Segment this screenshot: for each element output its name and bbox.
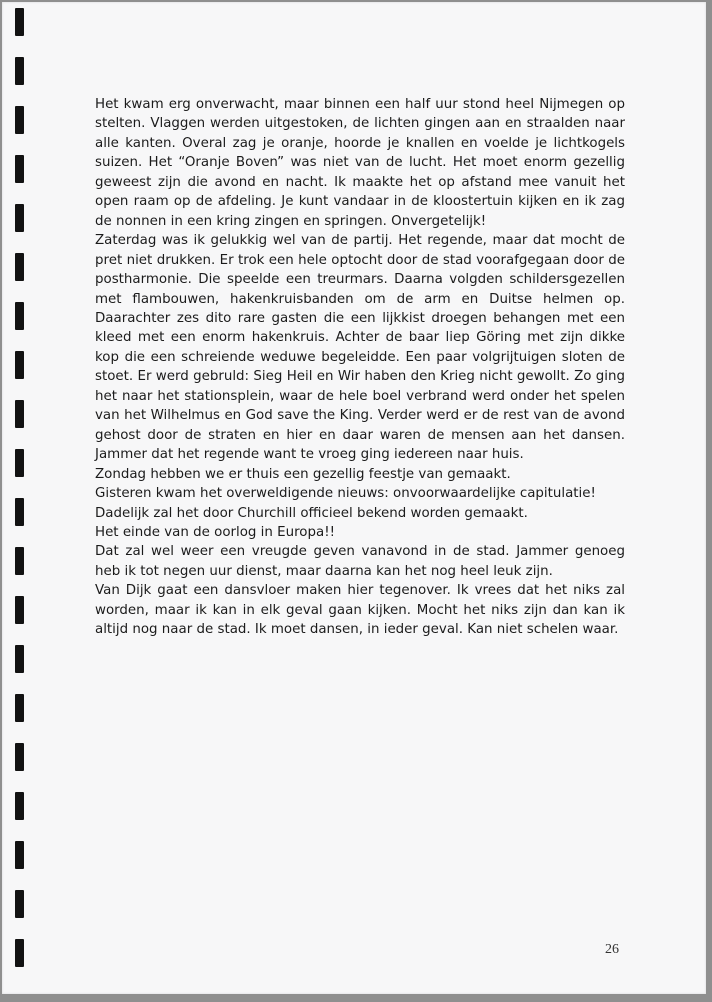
binding-hole	[15, 743, 24, 771]
paragraph: Zaterdag was ik gelukkig wel van de partij. Het regende, maar dat mocht de pret niet drukken. Er trok een hele optocht door de stad voorafgegaan door de postharmonie. Die speelde een treurmars. Daarna volgden schildersgezellen met flambouwen, hakenkruisbanden om de arm en Duitse helmen op. Daarachter zes dito rare gasten die een lijkkist droegen behangen met een kleed met een enorm hakenkruis. Achter de baar liep Göring met zijn dikke kop die een schreiende weduwe begeleidde. Een paar volgrijtuigen sloten de stoet. Er werd gebruld: Sieg Heil en Wir haben den Krieg nicht gewollt. Zo ging het naar het stationsplein, waar de hele boel verbrand werd onder het spelen van het Wilhelmus en God save the King. Verder werd er de rest van de avond gehost door de straten en hier en daar waren de mensen aan het dansen. Jammer dat het regende want te vroeg ging iedereen naar huis.	[95, 233, 625, 463]
page-number: 26	[605, 942, 619, 957]
binding-hole	[15, 253, 24, 281]
binding-hole	[15, 302, 24, 330]
binding-hole	[15, 498, 24, 526]
binding-hole	[15, 57, 24, 85]
document-page	[2, 2, 706, 994]
binding-hole	[15, 694, 24, 722]
binding-hole	[15, 106, 24, 134]
binding-hole	[15, 8, 24, 36]
binding-hole	[15, 596, 24, 624]
binding-hole	[15, 792, 24, 820]
binding-hole	[15, 890, 24, 918]
binding-hole	[15, 645, 24, 673]
paragraph: Gisteren kwam het overweldigende nieuws: onvoorwaardelijke capitulatie!	[95, 486, 596, 502]
binding-hole	[15, 939, 24, 967]
paragraph: Het kwam erg onverwacht, maar binnen een half uur stond heel Nijmegen op stelten. Vlaggen werden uitgestoken, de lichten gingen aan en straalden naar alle kanten. Overal zag je oranje, hoorde je knallen en voelde je lichtkogels suizen. Het “Oranje Boven” was niet van de lucht. Het moet enorm gezellig geweest zijn die avond en nacht. Ik maakte het op afstand mee vanuit het open raam op de afdeling. Je kunt vandaar in de kloostertuin kijken en ik zag de nonnen in een kring zingen en springen. Onvergetelijk!	[95, 97, 625, 229]
paragraph: Zondag hebben we er thuis een gezellig feestje van gemaakt.	[95, 466, 511, 482]
body-text	[95, 95, 625, 640]
binding-hole	[15, 449, 24, 477]
binding-hole	[15, 547, 24, 575]
paragraph: Van Dijk gaat een dansvloer maken hier tegenover. Ik vrees dat het niks zal worden, maar ik kan in elk geval gaan kijken. Mocht het niks zijn dan kan ik altijd nog naar de stad. Ik moet dansen, in ieder geval. Kan niet schelen waar.	[95, 583, 625, 638]
binding-hole	[15, 841, 24, 869]
spiral-binding	[15, 2, 27, 1002]
binding-hole	[15, 351, 24, 379]
paragraph: Dadelijk zal het door Churchill officieel bekend worden gemaakt.	[95, 505, 528, 521]
paragraph: Het einde van de oorlog in Europa!!	[95, 524, 335, 540]
binding-hole	[15, 204, 24, 232]
binding-hole	[15, 155, 24, 183]
paragraph: Dat zal wel weer een vreugde geven vanavond in de stad. Jammer genoeg heb ik tot negen uur dienst, maar daarna kan het nog heel leuk zijn.	[95, 544, 625, 579]
binding-hole	[15, 400, 24, 428]
